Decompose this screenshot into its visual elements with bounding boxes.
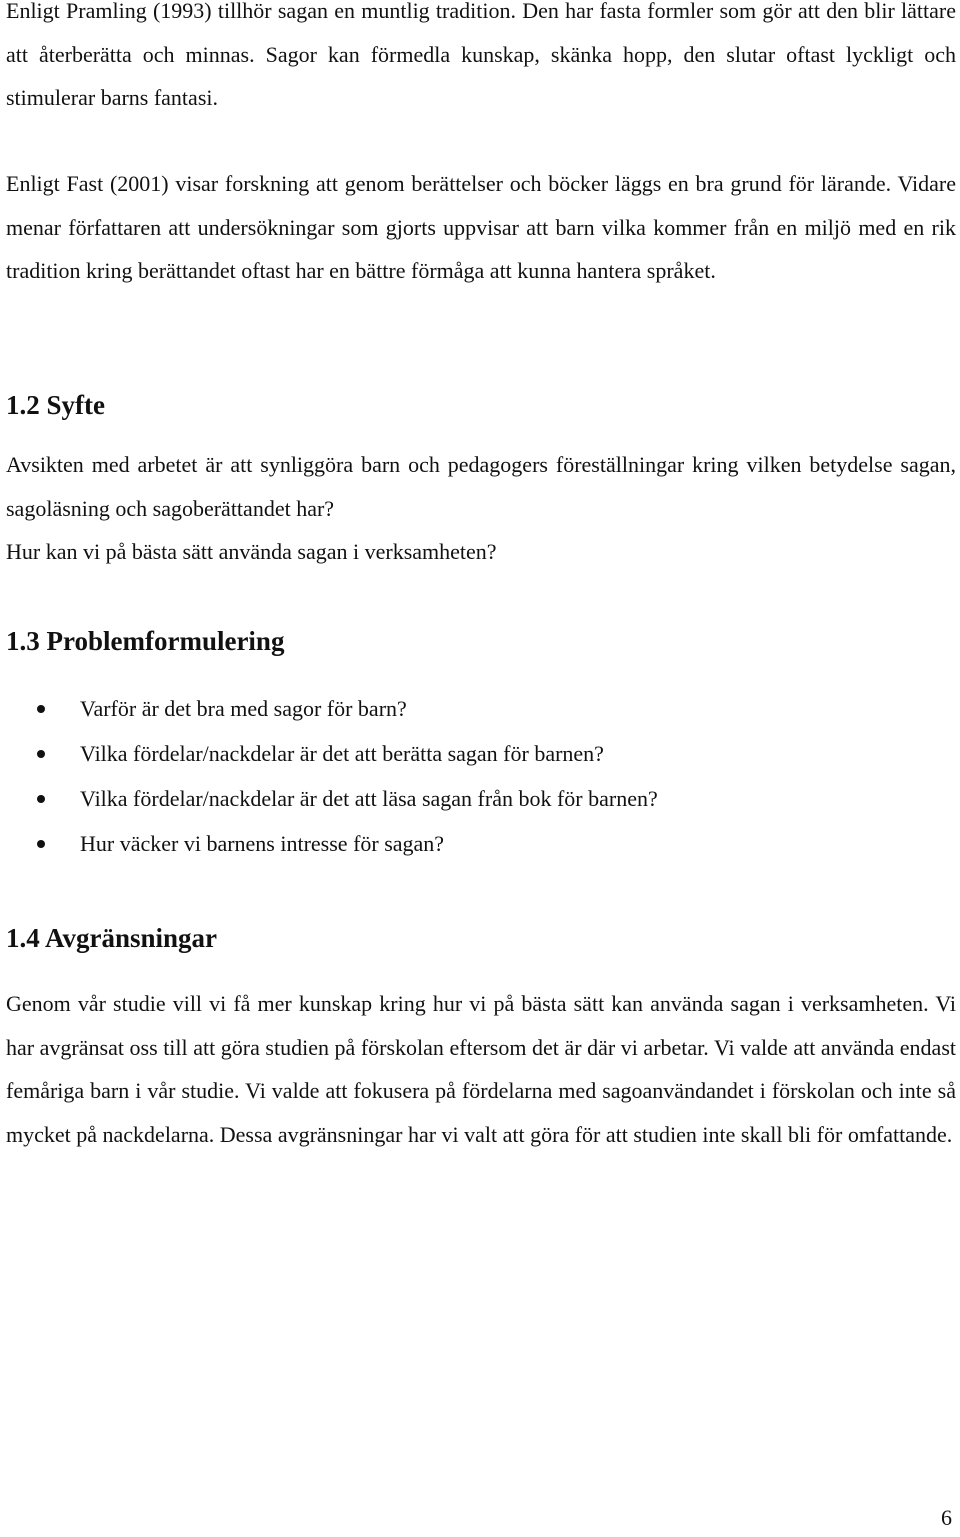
syfte-paragraph: Avsikten med arbetet är att synliggöra barn och pedagogers föreställningar kring vilken betydelse sagan, sagoläsning och sagoberättandet har? [6, 452, 956, 521]
page-number: 6 [941, 1505, 952, 1530]
bullet-icon [37, 750, 45, 758]
intro-paragraph-fast: Enligt Fast (2001) visar forskning att genom berättelser och böcker läggs en bra grund för lärande. Vidare menar författaren att undersökningar som gjorts uppvisar att barn vilka kommer från en miljö med en rik tradition kring berättandet oftast har en bättre förmåga att kunna hantera språket. [6, 171, 956, 284]
list-item [6, 821, 658, 866]
problem-question-list [6, 686, 658, 866]
list-item-text: Varför är det bra med sagor för barn? [80, 696, 407, 721]
bullet-icon [37, 840, 45, 848]
bullet-icon [37, 705, 45, 713]
avgransningar-paragraph: Genom vår studie vill vi få mer kunskap kring hur vi på bästa sätt kan använda sagan i verksamheten. Vi har avgränsat oss till att göra studien på förskolan eftersom det är där vi arbetar. Vi valde att använda endast femåriga barn i vår studie. Vi valde att fokusera på fördelarna med sagoanvändandet i förskolan och inte så mycket på nackdelarna. Dessa avgränsningar har vi valt att göra för att studien inte skall bli för omfattande. [6, 991, 956, 1148]
section-heading-avgransningar: 1.4 Avgränsningar [6, 923, 218, 953]
list-item-text: Vilka fördelar/nackdelar är det att läsa sagan från bok för barnen? [80, 786, 658, 811]
syfte-question: Hur kan vi på bästa sätt använda sagan i verksamheten? [6, 539, 497, 564]
list-item [6, 686, 658, 731]
section-heading-problemformulering: 1.3 Problemformulering [6, 626, 285, 656]
list-item [6, 776, 658, 821]
section-heading-syfte: 1.2 Syfte [6, 390, 105, 420]
document-page [6, 0, 956, 1537]
intro-paragraph-pramling: Enligt Pramling (1993) tillhör sagan en muntlig tradition. Den har fasta formler som gör att den blir lättare att återberätta och minnas. Sagor kan förmedla kunskap, skänka hopp, den slutar oftast lyckligt och stimulerar barns fantasi. [6, 0, 956, 111]
bullet-icon [37, 795, 45, 803]
list-item-text: Hur väcker vi barnens intresse för sagan? [80, 831, 445, 856]
list-item-text: Vilka fördelar/nackdelar är det att berätta sagan för barnen? [80, 741, 604, 766]
list-item [6, 731, 658, 776]
